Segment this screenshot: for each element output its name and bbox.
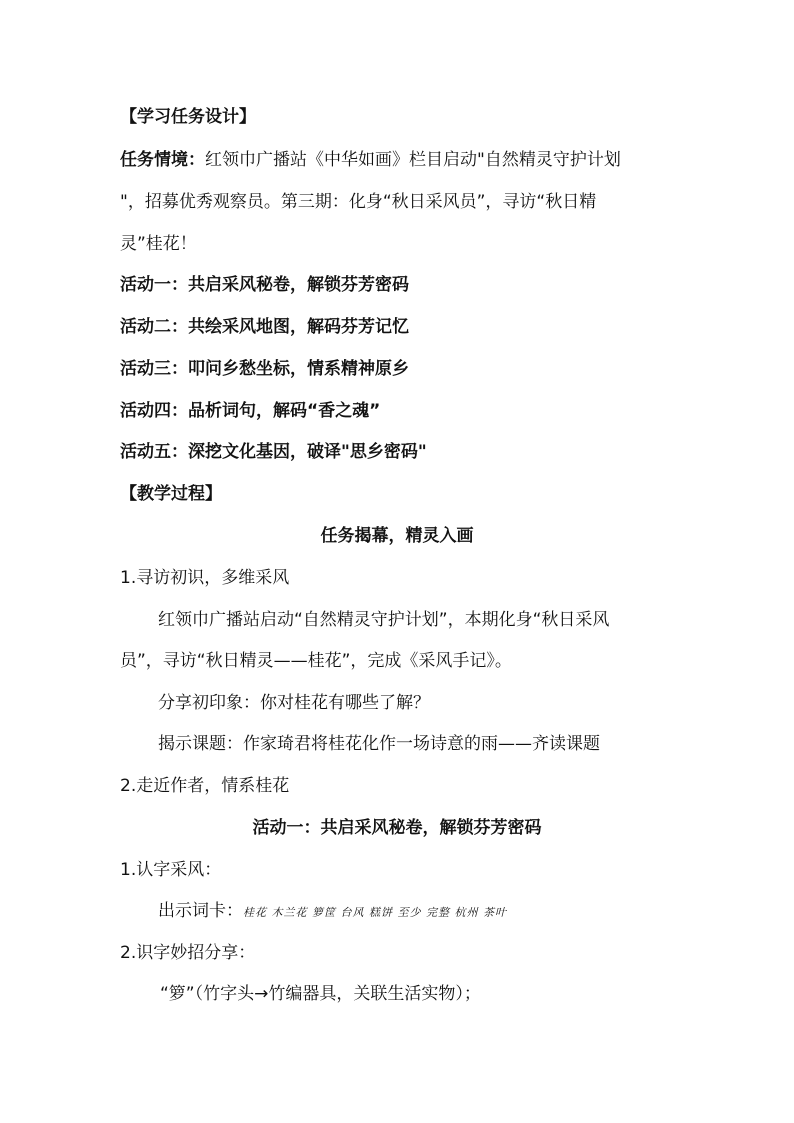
heading-teaching-process: 【教学过程】 (120, 484, 222, 504)
task-situation-label: 任务情境： (120, 150, 205, 170)
tips-title: 2.识字妙招分享： (120, 943, 256, 963)
task-situation-text: 红领巾广播站《中华如画》栏目启动"自然精灵守护计划 (205, 150, 621, 170)
step-1-reveal: 揭示课题：作家琦君将桂花化作一场诗意的雨——齐读课题 (158, 734, 600, 754)
task-situation-line-1 (120, 147, 621, 173)
wordcard-label: 出示词卡： (158, 901, 243, 921)
activity-4: 活动四：品析词句，解码“香之魂” (120, 401, 381, 421)
step-2-title: 2.走近作者，情系桂花 (120, 776, 290, 796)
activity-5: 活动五：深挖文化基因，破译"思乡密码" (120, 442, 427, 462)
task-situation-line-2: "，招募优秀观察员。第三期：化身“秋日采风员”，寻访“秋日精 (120, 192, 597, 212)
tip-luo: “箩”（竹字头→竹编器具，关联生活实物）； (160, 984, 481, 1004)
activity-2: 活动二：共绘采风地图，解码芬芳记忆 (120, 317, 409, 337)
heading-task-design: 【学习任务设计】 (120, 107, 256, 127)
section-title-1: 任务揭幕，精灵入画 (320, 526, 474, 546)
task-situation-line-3: 灵”桂花！ (120, 234, 197, 254)
activity-1: 活动一：共启采风秘卷，解锁芬芳密码 (120, 275, 409, 295)
step-1-paragraph-line-2: 员”，寻访“秋日精灵——桂花”，完成《采风手记》。 (120, 651, 512, 671)
wordcard-words: 桂花 木兰花 箩筐 台风 糕饼 至少 完整 杭州 茶叶 (243, 906, 507, 919)
step-1-share: 分享初印象：你对桂花有哪些了解？ (158, 693, 430, 713)
step-1-title: 1.寻访初识，多维采风 (120, 568, 290, 588)
section-title-2: 活动一：共启采风秘卷，解锁芬芳密码 (252, 818, 542, 838)
recognition-title: 1.认字采风： (120, 860, 222, 880)
step-1-paragraph-line-1: 红领巾广播站启动“自然精灵守护计划”，本期化身“秋日采风 (158, 610, 610, 630)
activity-3: 活动三：叩问乡愁坐标，情系精神原乡 (120, 359, 409, 379)
wordcard-line (158, 898, 507, 926)
